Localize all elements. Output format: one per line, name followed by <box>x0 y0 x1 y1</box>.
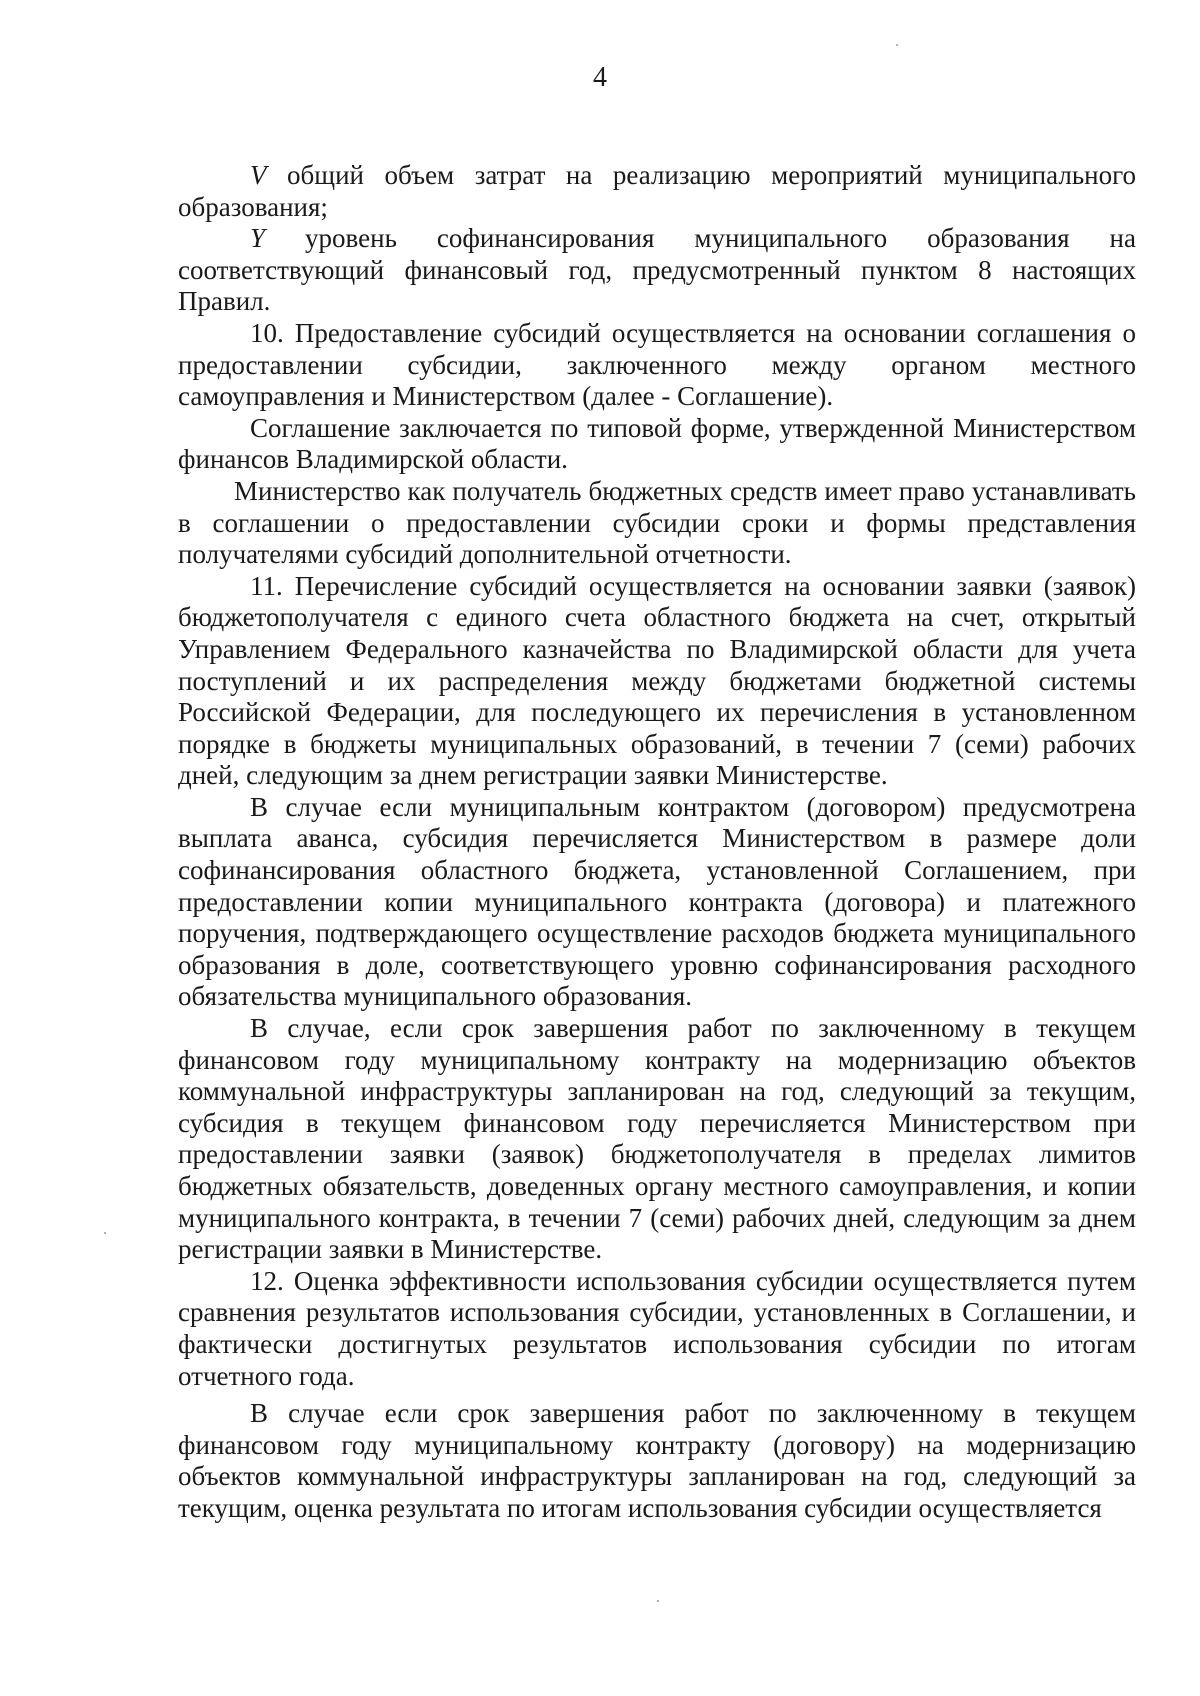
document-body <box>178 160 1136 1525</box>
paragraph-completion-next-year: В случае, если срок завершения работ по заключенному в текущем финансовом году муниципальному контракту на модернизацию объектов коммунальной инфраструктуры запланирован на год, следующий за текущим, субсидия в текущем финансовом году перечисляется Министерством при предоставлении заявки (заявок) бюджетополучателя в пределах лимитов бюджетных обязательств, доведенных органу местного самоуправления, и копии муниципального контракта, в течении 7 (семи) рабочих дней, следующим за днем регистрации заявки в Министерстве. <box>178 1013 1136 1265</box>
paragraph-item-11: 11. Перечисление субсидий осуществляется на основании заявки (заявок) бюджетополучателя с единого счета областного бюджета на счет, открытый Управлением Федерального казначейства по Владимирской области для учета поступлений и их распределения между бюджетами бюджетной системы Российской Федерации, для последующего их перечисления в установленном порядке в бюджеты муниципальных образований, в течении 7 (семи) рабочих дней, следующим за днем регистрации заявки Министерстве. <box>178 570 1136 791</box>
paragraph-item-10: 10. Предоставление субсидий осуществляется на основании соглашения о предоставлении субсидии, заключенного между органом местного самоуправления и Министерством (далее - Соглашение). <box>178 317 1136 412</box>
paragraph-item-12: 12. Оценка эффективности использования субсидии осуществляется путем сравнения результатов использования субсидии, установленных в Соглашении, и фактически достигнутых результатов использования субсидии по итогам отчетного года. <box>178 1265 1136 1391</box>
scan-speck <box>104 1232 106 1234</box>
scan-speck <box>896 44 898 46</box>
paragraph-ministry-rights: Министерство как получатель бюджетных средств имеет право устанавливать в соглашении о предоставлении субсидии сроки и формы представления получателями субсидий дополнительной отчетности. <box>178 475 1136 570</box>
paragraph-advance-payment: В случае если муниципальным контрактом (договором) предусмотрена выплата аванса, субсидия перечисляется Министерством в размере доли софинансирования областного бюджета, установленной Соглашением, при предоставлении копии муниципального контракта (договора) и платежного поручения, подтверждающего осуществление расходов бюджета муниципального образования в доле, соответствующего уровню софинансирования расходного обязательства муниципального образования. <box>178 791 1136 1012</box>
variable-symbol-y: Y <box>250 223 266 254</box>
variable-symbol-v: V <box>250 160 267 190</box>
scan-speck <box>657 1600 659 1602</box>
paragraph-variable-y <box>178 223 1136 318</box>
paragraph-variable-v <box>178 160 1136 223</box>
paragraph-evaluation-next-year: В случае если срок завершения работ по заключенному в текущем финансовом году муниципальному контракту (договору) на модернизацию объектов коммунальной инфраструктуры запланирован на год, следующий за текущим, оценка результата по итогам использования субсидии осуществляется <box>178 1398 1136 1523</box>
paragraph-agreement-form: Соглашение заключается по типовой форме, утвержденной Министерством финансов Владимирской области. <box>178 412 1136 475</box>
paragraph-text: общий объем затрат на реализацию мероприятий муниципального образования; <box>178 160 1136 222</box>
paragraph-text: уровень софинансирования муниципального образования на соответствующий финансовый год, предусмотренный пунктом 8 настоящих Правил. <box>178 223 1136 317</box>
page-number: 4 <box>593 62 607 93</box>
